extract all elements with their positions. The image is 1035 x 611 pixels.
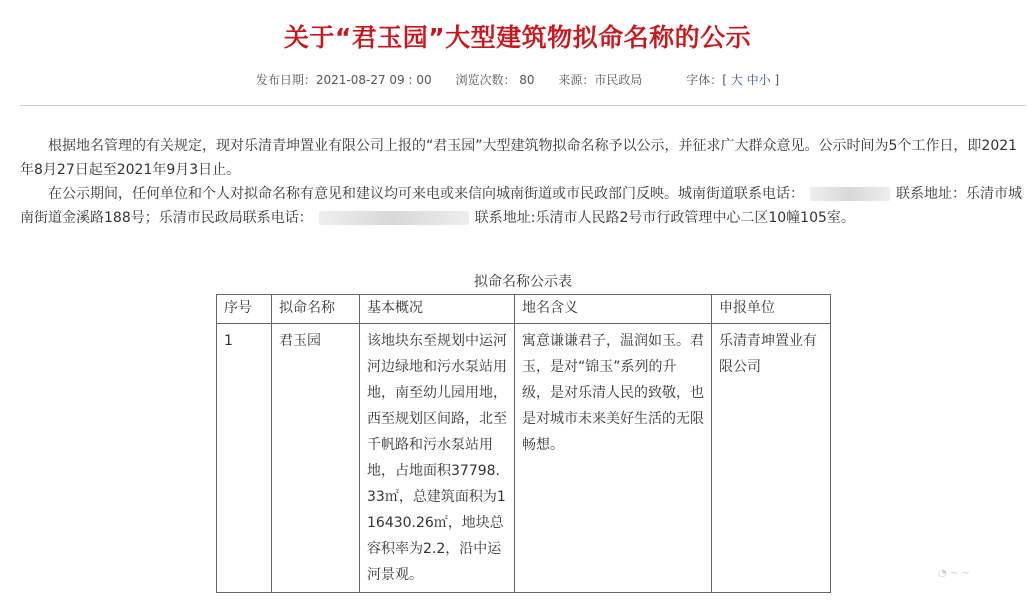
naming-table bbox=[216, 294, 831, 593]
page-title: 关于“君玉园”大型建筑物拟命名称的公示 bbox=[283, 23, 752, 52]
paragraph-2 bbox=[20, 182, 1026, 230]
cell-applicant: 乐清青坤置业有限公司 bbox=[712, 324, 831, 593]
header-overview: 基本概况 bbox=[360, 295, 515, 324]
source: 来源：市民政局 bbox=[558, 73, 643, 87]
paragraph-2-part-c: 联系地址:乐清市人民路2号市行政管理中心二区10幢105室。 bbox=[474, 210, 855, 226]
cell-meaning: 寓意谦谦君子，温润如玉。君玉，是对“锦玉”系列的升级，是对乐清人民的致敬，也是对城市未来美好生活的无限畅想。 bbox=[515, 324, 712, 593]
font-size-label: 字体：[ bbox=[686, 73, 727, 87]
view-count: 浏览次数： 80 bbox=[455, 73, 535, 87]
header-meaning: 地名含义 bbox=[515, 295, 712, 324]
article-body bbox=[20, 134, 1026, 230]
font-large-link[interactable]: 大 bbox=[730, 73, 743, 87]
header-name: 拟命名称 bbox=[272, 295, 360, 324]
cell-overview: 该地块东至规划中运河河边绿地和污水泵站用地，南至幼儿园用地，西至规划区间路，北至千帆路和污水泵站用地，占地面积37798.33㎡，总建筑面积为116430.26㎡，地块总容积率为2.2，沿中运河景观。 bbox=[360, 324, 515, 593]
redacted-phone-2 bbox=[319, 211, 469, 225]
cell-name: 君玉园 bbox=[272, 324, 360, 593]
header-index: 序号 bbox=[217, 295, 272, 324]
font-medium-link[interactable]: 中 bbox=[746, 73, 759, 87]
divider bbox=[20, 105, 1026, 106]
publish-date: 发布日期：2021-08-27 09 : 00 bbox=[255, 73, 432, 87]
paragraph-2-part-b: 联系地址：乐清市城南街道金溪路188号；乐清市民政局联系电话： bbox=[20, 186, 1022, 226]
redacted-phone-1 bbox=[810, 187, 890, 201]
table-row bbox=[217, 324, 831, 593]
cell-index: 1 bbox=[217, 324, 272, 593]
paragraph-2-part-a: 在公示期间，任何单位和个人对拟命名称有意见和建议均可来电或来信向城南街道或市民政部门反映。城南街道联系电话： bbox=[48, 186, 804, 202]
paragraph-1: 根据地名管理的有关规定，现对乐清青坤置业有限公司上报的“君玉园”大型建筑物拟命名称予以公示，并征求广大群众意见。公示时间为5个工作日，即2021年8月27日起至2021年9月3日止。 bbox=[20, 138, 1018, 178]
font-size-close: ] bbox=[774, 73, 780, 87]
font-small-link[interactable]: 小 bbox=[758, 73, 771, 87]
table-header-row bbox=[217, 295, 831, 324]
table-caption: 拟命名称公示表 bbox=[474, 274, 572, 290]
article-meta bbox=[0, 71, 1035, 88]
watermark-logo: ◔ ~ ~ bbox=[938, 568, 970, 579]
font-size-control bbox=[686, 73, 779, 87]
header-applicant: 申报单位 bbox=[712, 295, 831, 324]
